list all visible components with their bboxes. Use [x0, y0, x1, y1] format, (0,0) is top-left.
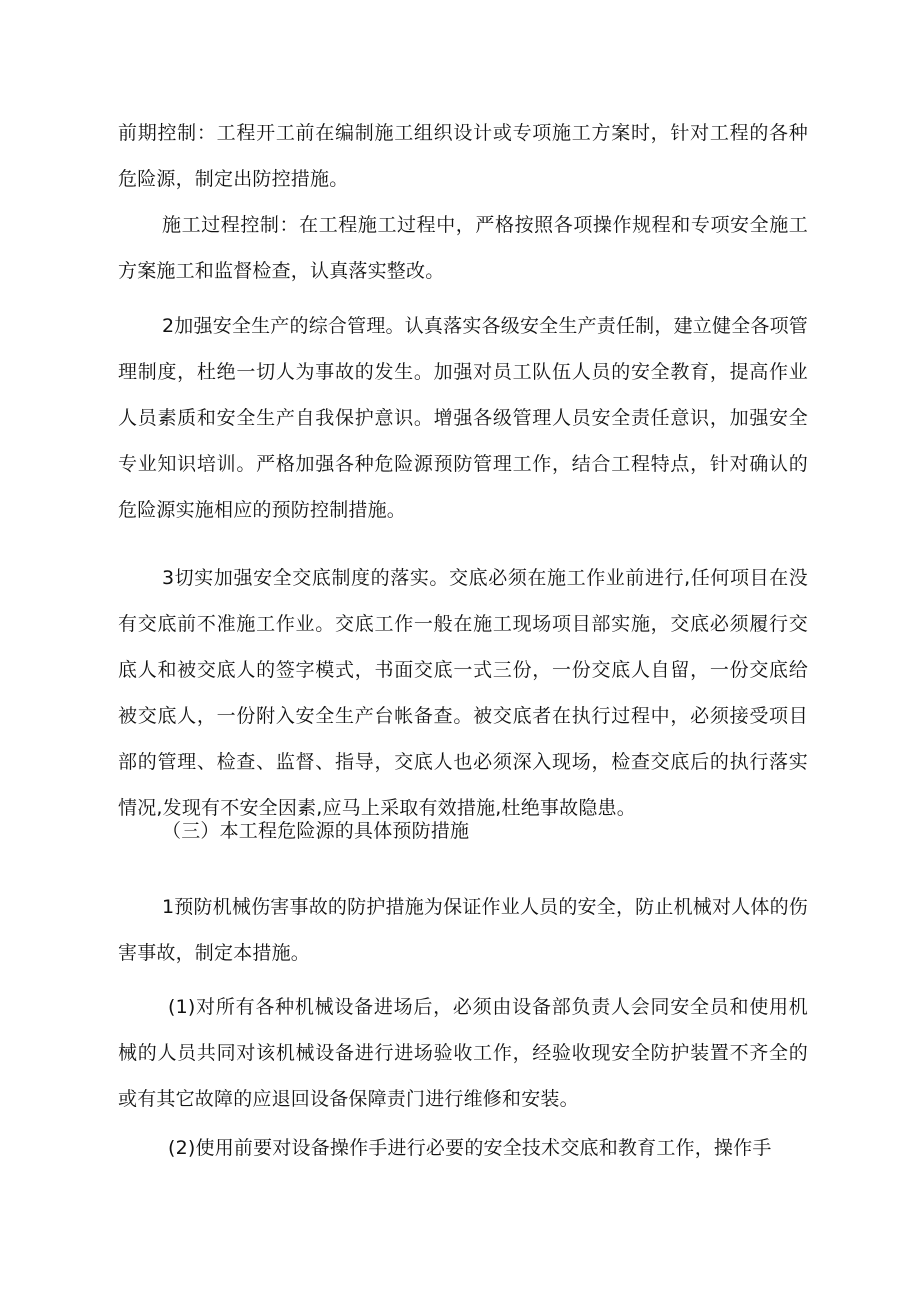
paragraph-item-3: 3切实加强安全交底制度的落实。交底必须在施工作业前进行,任何项目在没有交底前不准施工作业。交底工作一般在施工现场项目部实施，交底必须履行交底人和被交底人的签字模式，书面交底一式三份，一份交底人自留，一份交底给被交底人，一份附入安全生产台帐备查。被交底者在执行过程中，必须接受项目部的管理、检查、监督、指导，交底人也必须深入现场，检查交底后的执行落实情况,发现有不安全因素,应马上采取有效措施,杜绝事故隐患。 [118, 567, 808, 819]
paragraph-process-control: 施工过程控制：在工程施工过程中，严格按照各项操作规程和专项安全施工方案施工和监督检查，认真落实整改。 [118, 214, 808, 282]
paragraph-pre-control: 前期控制：工程开工前在编制施工组织设计或专项施工方案时，针对工程的各种危险源，制定出防控措施。 [118, 122, 808, 190]
paragraph-machinery-1: 1预防机械伤害事故的防护措施为保证作业人员的安全，防止机械对人体的伤害事故，制定本措施。 [118, 896, 808, 964]
paragraph-sub-2: (2)使用前要对设备操作手进行必要的安全技术交底和教育工作，操作手 [168, 1137, 772, 1159]
section-heading-3: （三）本工程危险源的具体预防措施 [162, 820, 470, 842]
paragraph-item-2: 2加强安全生产的综合管理。认真落实各级安全生产责任制，建立健全各项管理制度，杜绝一切人为事故的发生。加强对员工队伍人员的安全教育，提高作业人员素质和安全生产自我保护意识。增强各级管理人员安全责任意识，加强安全专业知识培训。严格加强各种危险源预防管理工作，结合工程特点，针对确认的危险源实施相应的预防控制措施。 [118, 315, 808, 521]
paragraph-sub-1: (1)对所有各种机械设备进场后，必须由设备部负责人会同安全员和使用机械的人员共同对该机械设备进行进场验收工作，经验收现安全防护装置不齐全的或有其它故障的应退回设备保障责门进行维修和安装。 [118, 996, 808, 1110]
